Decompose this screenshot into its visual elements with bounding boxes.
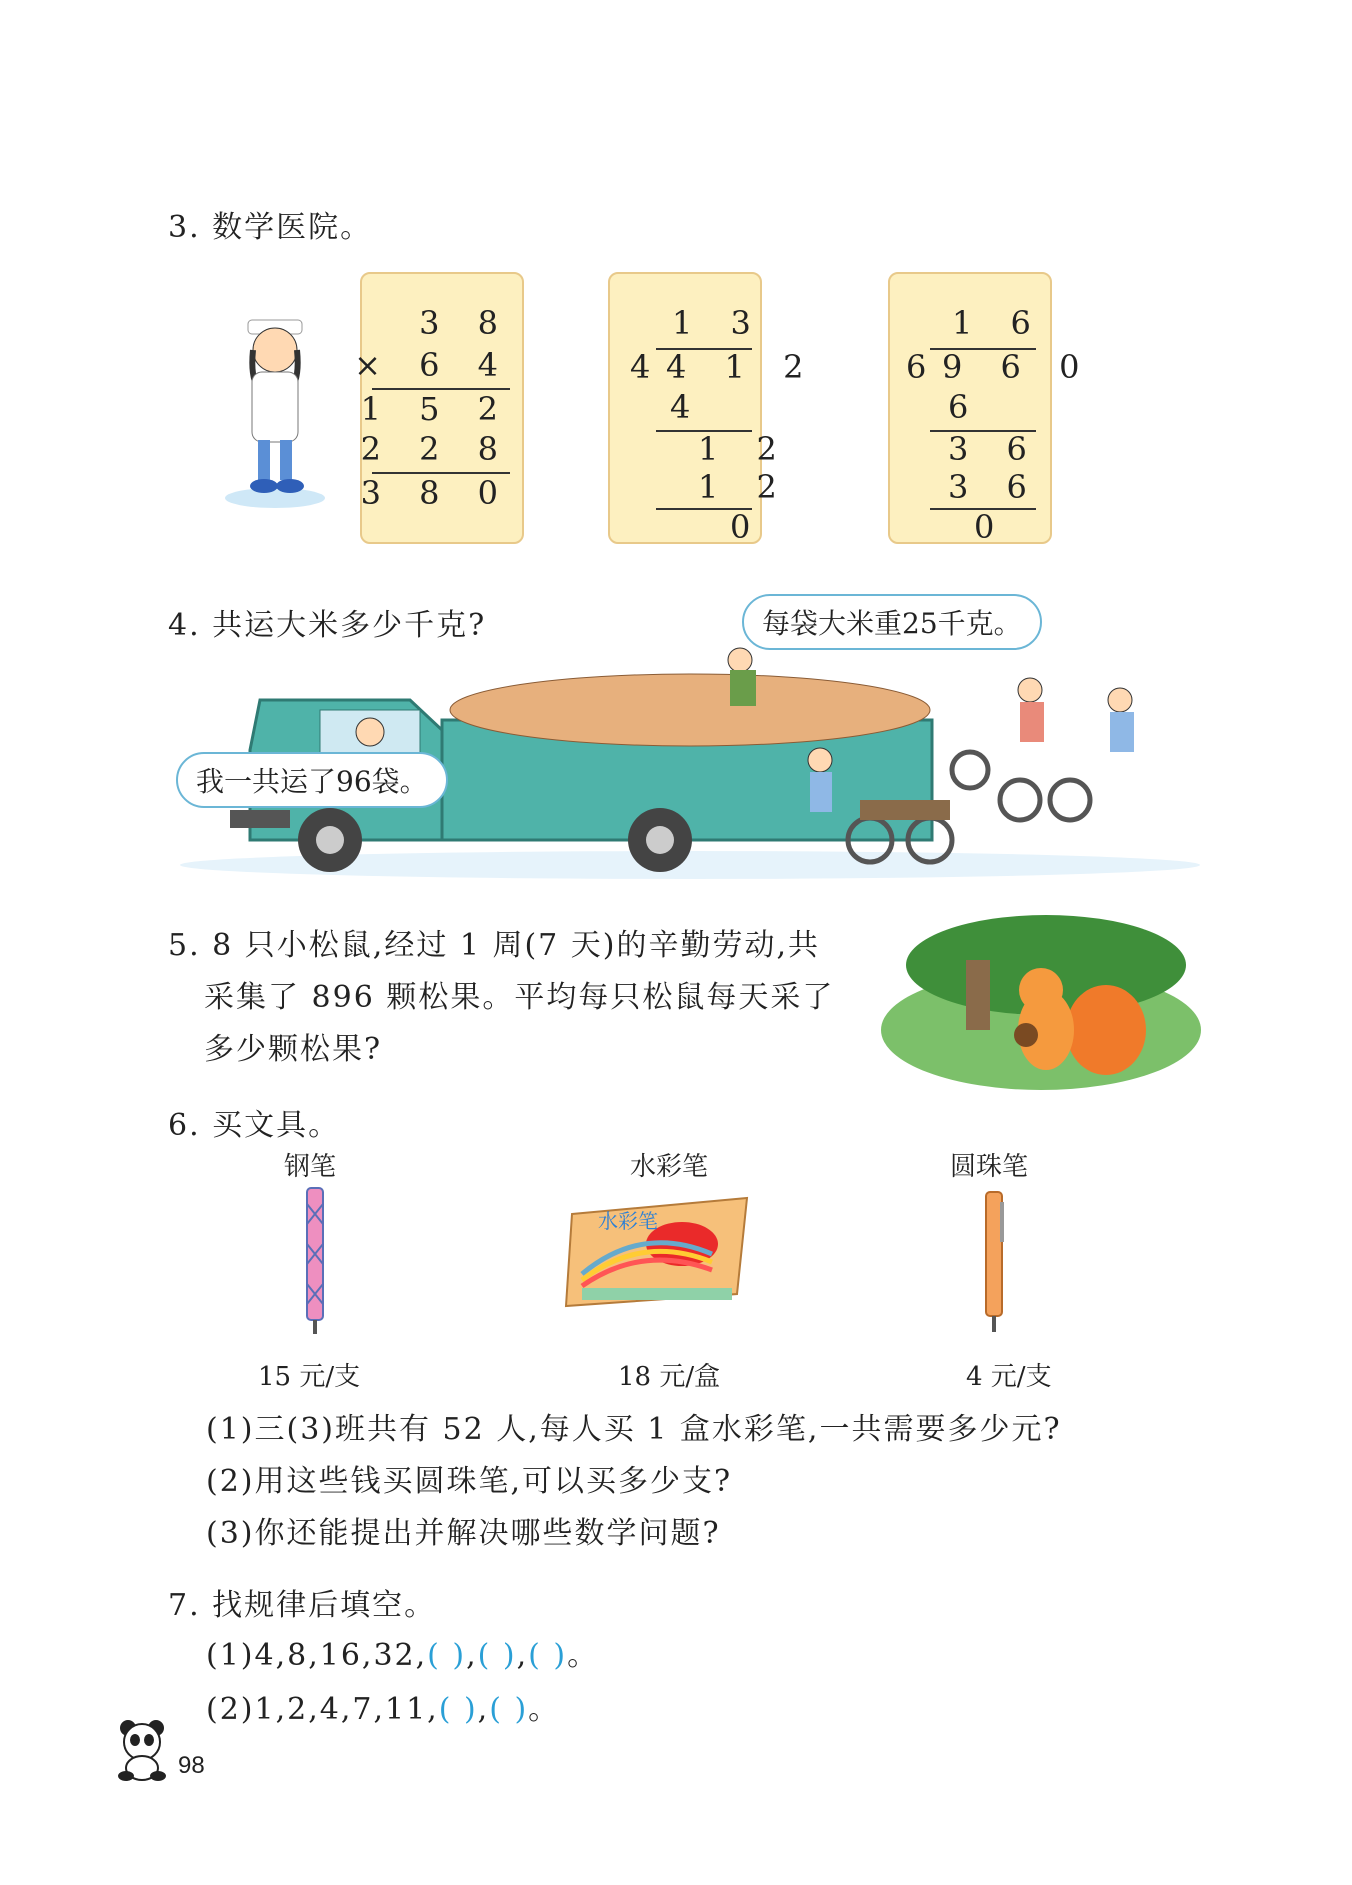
calc3-row1: 6 <box>948 388 983 426</box>
calc2-dividend: 4 1 2 <box>666 348 818 386</box>
calc3-row4: 0 <box>974 508 1009 546</box>
answer-blank[interactable]: ( ) <box>489 1692 529 1727</box>
squirrel-illustration <box>876 910 1206 1100</box>
answer-blank[interactable]: ( ) <box>427 1638 467 1673</box>
page-number: 98 <box>178 1752 205 1779</box>
answer-blank[interactable]: ( ) <box>438 1692 478 1727</box>
q7-seq1-prefix: (1)4,8,16,32, <box>206 1638 428 1673</box>
panda-icon <box>112 1718 172 1782</box>
separator: , <box>516 1638 529 1673</box>
price-fountain-pen: 15 元/支 <box>258 1362 361 1392</box>
item-label-watercolor: 水彩笔 <box>630 1152 709 1182</box>
q5-line-2: 采集了 896 颗松果。平均每只松鼠每天采了 <box>204 980 835 1015</box>
q7-seq2-prefix: (2)1,2,4,7,11, <box>206 1692 439 1727</box>
ballpoint-pen-icon <box>982 1190 1006 1340</box>
calc1-row3: 1 5 2 <box>360 390 512 428</box>
item-label-fountain-pen: 钢笔 <box>284 1152 337 1182</box>
answer-blank[interactable]: ( ) <box>528 1638 568 1673</box>
answer-blank[interactable]: ( ) <box>477 1638 517 1673</box>
fountain-pen-icon <box>300 1184 330 1344</box>
doctor-illustration <box>220 310 330 510</box>
calc2-divisor: 4 <box>630 348 665 386</box>
item-label-ballpoint: 圆珠笔 <box>950 1152 1029 1182</box>
calc1-row4: 2 2 8 <box>360 430 512 468</box>
q5-line-1: 5. 8 只小松鼠,经过 1 周(7 天)的辛勤劳动,共 <box>168 928 821 963</box>
separator: , <box>477 1692 490 1727</box>
calc-card-multiplication <box>354 272 524 544</box>
q6-title: 6. 买文具。 <box>168 1108 341 1143</box>
calc2-row4: 0 <box>730 508 765 546</box>
calc3-row2: 3 6 <box>948 430 1041 468</box>
calc1-row2: × 6 4 <box>354 346 512 384</box>
q7-title: 7. 找规律后填空。 <box>168 1588 437 1623</box>
speech-bubble-truck-driver: 我一共运了96袋。 <box>176 752 448 808</box>
calc2-row1: 4 <box>670 388 705 426</box>
separator: , <box>466 1638 478 1673</box>
price-ballpoint: 4 元/支 <box>966 1362 1052 1392</box>
end-mark: 。 <box>567 1638 600 1673</box>
calc-card-division-1 <box>608 272 818 546</box>
end-mark: 。 <box>528 1692 561 1727</box>
q6-sub-2: (2)用这些钱买圆珠笔,可以买多少支? <box>206 1464 733 1499</box>
calc3-dividend: 9 6 0 <box>942 348 1094 386</box>
calc1-row1: 3 8 <box>419 304 512 342</box>
q5-line-3: 多少颗松果? <box>204 1032 383 1067</box>
q6-sub-3: (3)你还能提出并解决哪些数学问题? <box>206 1516 721 1551</box>
q7-seq-2 <box>206 1684 560 1728</box>
calc1-row5: 3 8 0 <box>360 474 512 512</box>
q3-title: 3. 数学医院。 <box>168 210 373 245</box>
price-watercolor: 18 元/盒 <box>618 1362 721 1392</box>
speech-bubble-bag-weight: 每袋大米重25千克。 <box>742 594 1042 650</box>
calc3-row3: 3 6 <box>948 468 1041 506</box>
q6-sub-1: (1)三(3)班共有 52 人,每人买 1 盒水彩笔,一共需要多少元? <box>206 1412 1062 1447</box>
calc2-quotient: 1 3 <box>672 304 765 342</box>
q4-title: 4. 共运大米多少千克? <box>168 608 487 643</box>
calc2-row2: 1 2 <box>698 430 791 468</box>
watercolor-box-icon <box>562 1194 752 1314</box>
calc2-row3: 1 2 <box>698 468 791 506</box>
calc3-divisor: 6 <box>906 348 941 386</box>
watercolor-box-logo: 水彩笔 <box>598 1209 658 1233</box>
calc-card-division-2 <box>888 272 1094 546</box>
calc3-quotient: 1 6 <box>952 304 1045 342</box>
q7-seq-1 <box>206 1630 599 1674</box>
